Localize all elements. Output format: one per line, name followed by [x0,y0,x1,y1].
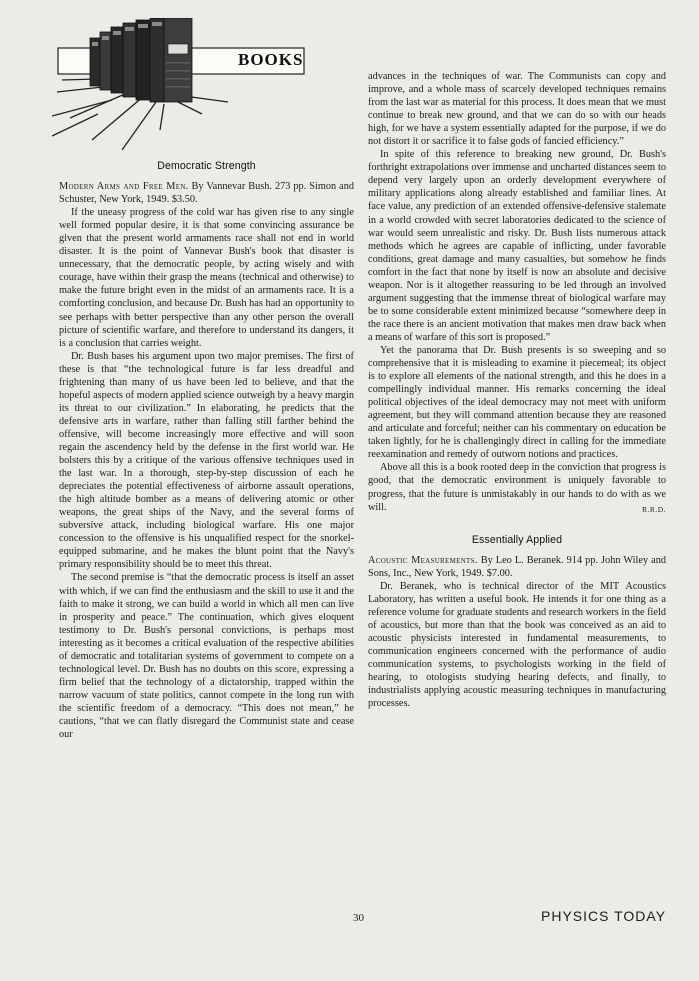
review1-book-details: By Vannevar Bush. 273 pp. Simon and Schuster, New York, 1949. $3.50. [59,181,355,206]
review2-book-title: Acoustic Measurements. [368,554,478,566]
review1-paragraph-final [368,461,666,513]
review2-title: Essentially Applied [471,533,563,546]
review2-paragraph: Dr. Beranek, who is technical director of the MIT Acoustics Laboratory, has written a useful book. He intends it for one thing as a reference volume for graduate students and research workers in the field of acoustics, but more than that the book was conceived as an aid to acoustic physicists interested in fundamental measurements, to communication engineers concerned with the performance of audio communication systems, to psychologists working in the field of hearing, to otologists studying hearing defects, and finally, to industrialists applying acoustic measuring techniques in manufacturing processes. [368,580,666,710]
review1-paragraph: Dr. Bush bases his argument upon two major premises. The first of these is that “the technological future is far less dreadful and frightening than many of us have been led to believe, and that the hopeful aspects of modern applied science outweigh by a heavy margin its threat to our civilization.” In elaborating, he predicts that the defensive arts in warfare, rather than falling still farther behind the offensive, will become increasingly more effective and will soon regain the ascendency held by the defense in the first world war. He bolsters this by a critique of the various offensive techniques used in the last war. In a thorough, step-by-step discussion of each he depreciates the potential effectiveness of airborne assault operations, the high altitude bomber as a means of delivering atomic or other weapons, the great ships of the Navy, and the several forms of subversive attack, including biological warfare. His one major concession to the offensive is his unqualified respect for the snorkel-equipped submarine, and he makes the blunt point that the Navy's primary responsibility should be to meet this threat. [59,350,354,571]
review1-continuation: advances in the techniques of war. The Communists can copy and improve, and a whole mass of scarcely developed techniques remains from the last war as material for this process. It does mean that we must continue to break new ground, and that we can do so with our heads high, for we have a system essentially adapted for the purpose, if we do not distort it or sacrifice it to false gods of fancied efficiency.” [368,71,666,148]
review1-book-title: Modern Arms and Free Men. [59,181,189,193]
review1-title: Democratic Strength [157,160,256,172]
review1-reference [59,180,354,206]
page-number: 30 [353,912,364,924]
left-column [59,160,354,741]
books-header-illustration [52,18,312,158]
right-column [368,70,666,710]
review1-paragraph: In spite of this reference to breaking new ground, Dr. Bush's forthright extrapolations over immense and uncharted distances seem to depend very largely upon an orderly development everywhere of military applications along already established and familiar lines. At face value, any prediction of an extended offensive-defensive stalemate in a world crowded with secret laboratories dedicated to the science of war would seem unrealistic and risky. Dr. Bush lists numerous attack methods which he agrees are capable of inflicting, under favorable conditions, great damage and many casualties, but somehow he finds comfort in the fact that none by itself is now an absolute and decisive weapon. Nor is it altogether reassuring to be led through an involved argument suggesting that the immense threat of biological warfare may be to some considerable extent minimized because “somewhere deep in the race there is an ancient motivation that makes men draw back when a means of warfare of this sort is proposed.” [368,149,666,343]
review1-paragraph: The second premise is “that the democratic process is itself an asset with which, if we can find the enthusiasm and the skill to use it and the faith to make it strong, we can build a world in which all men can live in prosperity and peace.” The continuation, which gives eloquent testimony to Dr. Bush's personal convictions, is perhaps most interesting as it becomes a critical evaluation of the respective abilities of democratic and totalitarian systems of government to compete on a technological level. Dr. Bush has no doubts on this score, expressing a firm belief that the technology of a dictatorship, trapped within the narrow vacuum of state politics, cannot compete in the long run with the scientific freedom of a democracy. “This does not mean,” he cautions, “that we can flatly disregard the Communist state and cease our [59,572,354,741]
review1-paragraph: Yet the panorama that Dr. Bush presents is so sweeping and so comprehensive that it is misleading to examine it piecemeal; its object is to explore all elements of the national strength, and this he does in a compellingly individual manner. His remarks concerning the ideal political objectives of the ideal democracy may not meet with uniform agreement, but they will command attention because they are reasoned and articulate and forceful; neither can his commentary on education be taken lightly, for he is challengingly direct in calling for the immediate reexamination and remedy of outworn notions and practices. [368,344,666,461]
review2-reference [368,554,666,580]
review1-paragraph: If the uneasy progress of the cold war has given rise to any single well formed popular desire, it is that some convincing assurance be given that the present world armaments race shall not end in world disaster. It is the point of Vannevar Bush's book that disaster is unnecessary, that the democratic people, by acting wisely and with courage, have within their grasp the means (technical and otherwise) to make the future bright even in the midst of an armaments race. It is a comforting conclusion, and because Dr. Bush has had an opportunity to see perhaps with better perspective than any other person the overall picture of scientific warfare, and therefore to understand its dangers, it is a conclusion that carries weight. [59,207,354,349]
section-label: BOOKS [238,50,304,69]
review2-book-details: By Leo L. Beranek. 914 pp. John Wiley and Sons, Inc., New York, 1949. $7.00. [368,554,666,579]
magazine-name: PHYSICS TODAY [541,908,667,924]
review1-final-text: Above all this is a book rooted deep in the conviction that progress is good, that the democratic environment is uniquely favorable to progress, that the future is unmistakably in our hands to do with as we will. [368,462,666,513]
reviewer-initials: R.R.D. [641,504,666,514]
